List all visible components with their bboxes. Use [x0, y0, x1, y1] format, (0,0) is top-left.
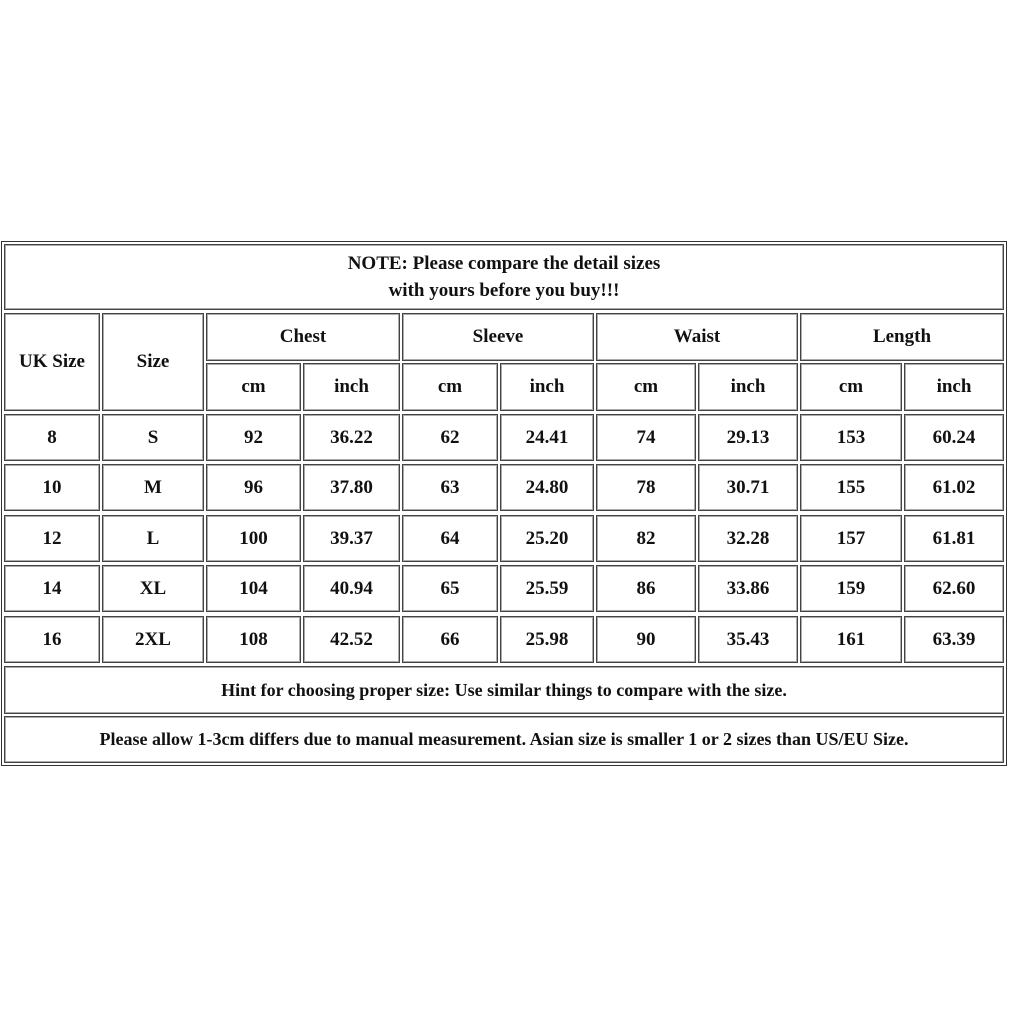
- cell-length-inch: 60.24: [904, 414, 1004, 461]
- header-chest: Chest: [206, 313, 400, 361]
- cell-waist-cm: 86: [596, 565, 696, 612]
- cell-size: M: [102, 464, 204, 511]
- cell-waist-cm: 78: [596, 464, 696, 511]
- cell-size: 2XL: [102, 616, 204, 663]
- cell-chest-inch: 36.22: [303, 414, 400, 461]
- cell-size: XL: [102, 565, 204, 612]
- cell-uk-size: 16: [4, 616, 100, 663]
- unit-chest-cm: cm: [206, 363, 301, 411]
- cell-waist-cm: 74: [596, 414, 696, 461]
- header-waist: Waist: [596, 313, 798, 361]
- cell-sleeve-inch: 24.41: [500, 414, 594, 461]
- cell-uk-size: 8: [4, 414, 100, 461]
- cell-length-inch: 62.60: [904, 565, 1004, 612]
- unit-waist-cm: cm: [596, 363, 696, 411]
- cell-chest-inch: 37.80: [303, 464, 400, 511]
- cell-waist-cm: 82: [596, 515, 696, 562]
- cell-chest-inch: 42.52: [303, 616, 400, 663]
- cell-sleeve-cm: 64: [402, 515, 498, 562]
- cell-chest-cm: 96: [206, 464, 301, 511]
- cell-chest-inch: 39.37: [303, 515, 400, 562]
- unit-sleeve-inch: inch: [500, 363, 594, 411]
- unit-chest-inch: inch: [303, 363, 400, 411]
- cell-uk-size: 14: [4, 565, 100, 612]
- header-uk-size: UK Size: [4, 313, 100, 411]
- measurement-note-cell: Please allow 1-3cm differs due to manual measurement. Asian size is smaller 1 or 2 sizes than US/EU Size.: [4, 716, 1004, 763]
- cell-uk-size: 10: [4, 464, 100, 511]
- cell-length-inch: 61.81: [904, 515, 1004, 562]
- cell-sleeve-cm: 66: [402, 616, 498, 663]
- cell-waist-inch: 33.86: [698, 565, 798, 612]
- cell-length-cm: 161: [800, 616, 902, 663]
- cell-waist-cm: 90: [596, 616, 696, 663]
- cell-waist-inch: 29.13: [698, 414, 798, 461]
- cell-length-cm: 157: [800, 515, 902, 562]
- header-sleeve: Sleeve: [402, 313, 594, 361]
- cell-length-cm: 159: [800, 565, 902, 612]
- note-cell: [4, 244, 1004, 310]
- cell-chest-cm: 100: [206, 515, 301, 562]
- hint-cell: Hint for choosing proper size: Use similar things to compare with the size.: [4, 666, 1004, 714]
- unit-sleeve-cm: cm: [402, 363, 498, 411]
- cell-waist-inch: 35.43: [698, 616, 798, 663]
- cell-size: L: [102, 515, 204, 562]
- unit-waist-inch: inch: [698, 363, 798, 411]
- cell-waist-inch: 32.28: [698, 515, 798, 562]
- header-length: Length: [800, 313, 1004, 361]
- cell-length-inch: 63.39: [904, 616, 1004, 663]
- unit-length-inch: inch: [904, 363, 1004, 411]
- cell-sleeve-cm: 63: [402, 464, 498, 511]
- unit-length-cm: cm: [800, 363, 902, 411]
- cell-size: S: [102, 414, 204, 461]
- cell-length-cm: 153: [800, 414, 902, 461]
- cell-length-inch: 61.02: [904, 464, 1004, 511]
- note-line-2: with yours before you buy!!!: [388, 280, 620, 301]
- cell-sleeve-inch: 25.98: [500, 616, 594, 663]
- cell-chest-inch: 40.94: [303, 565, 400, 612]
- cell-chest-cm: 104: [206, 565, 301, 612]
- cell-length-cm: 155: [800, 464, 902, 511]
- cell-sleeve-cm: 62: [402, 414, 498, 461]
- cell-waist-inch: 30.71: [698, 464, 798, 511]
- cell-sleeve-inch: 24.80: [500, 464, 594, 511]
- cell-uk-size: 12: [4, 515, 100, 562]
- size-chart-table: [1, 241, 1007, 766]
- cell-sleeve-inch: 25.20: [500, 515, 594, 562]
- cell-sleeve-cm: 65: [402, 565, 498, 612]
- cell-chest-cm: 108: [206, 616, 301, 663]
- header-size: Size: [102, 313, 204, 411]
- cell-chest-cm: 92: [206, 414, 301, 461]
- note-line-1: NOTE: Please compare the detail sizes: [347, 253, 661, 274]
- cell-sleeve-inch: 25.59: [500, 565, 594, 612]
